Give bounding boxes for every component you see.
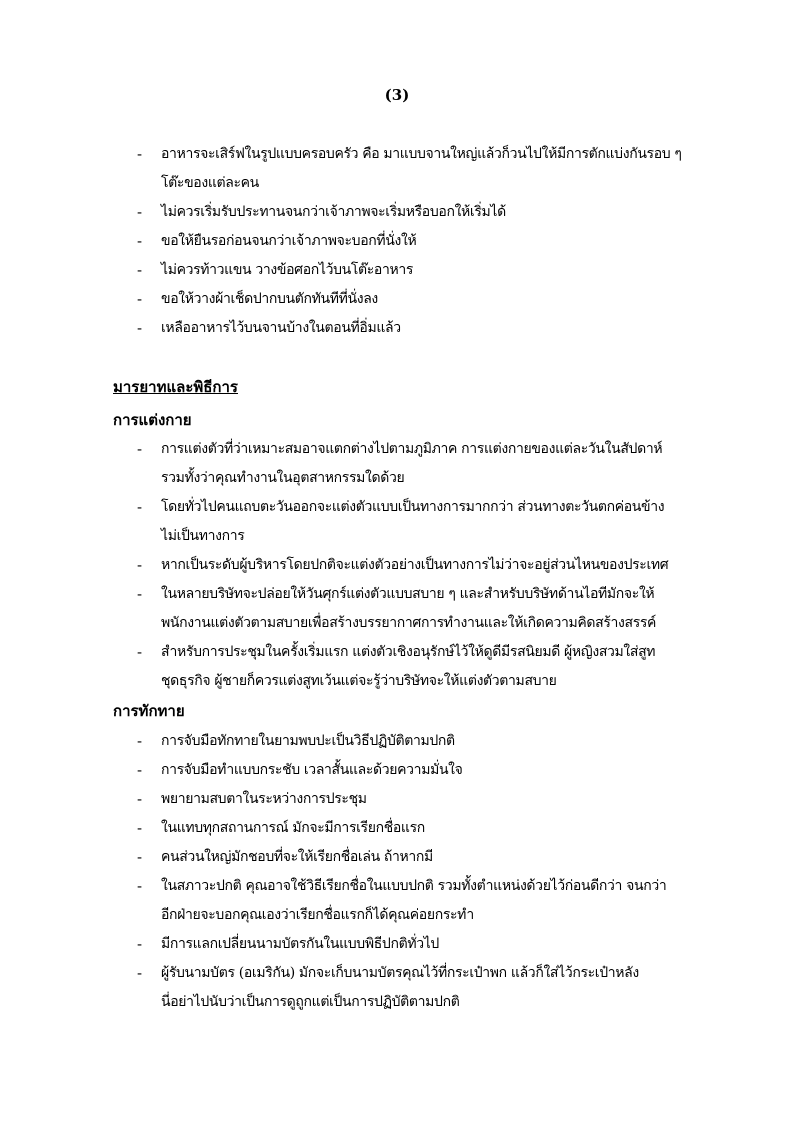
bullet-dash: - [137,877,143,895]
list-item-text: ขอให้ยืนรอก่อนจนกว่าเจ้าภาพจะบอกที่นั่งให้ [161,233,417,249]
bullet-dash: - [137,761,143,779]
bullet-dash: - [137,848,143,866]
list-item-text: อาหารจะเสิร์ฟในรูปแบบครอบครัว คือ มาแบบจานใหญ่แล้วก็วนไปให้มีการตักแบ่งกันรอบ ๆ [161,146,682,162]
list-item-text: เหลืออาหารไว้บนจานบ้างในตอนที่อิ่มแล้ว [161,320,401,336]
list-item-text: ในแทบทุกสถานการณ์ มักจะมีการเรียกชื่อแรก [161,820,425,836]
dress-heading: การแต่งกาย [113,411,192,429]
list-item-text: พนักงานแต่งตัวตามสบายเพื่อสร้างบรรยากาศการทำงานและให้เกิดความคิดสร้างสรรค์ [161,615,657,631]
bullet-dash: - [137,145,143,163]
bullet-dash: - [137,556,143,574]
bullet-dash: - [137,261,143,279]
list-item-text: ไม่เป็นทางการ [161,528,245,544]
list-item-text: ชุดธุรกิจ ผู้ชายก็ควรแต่งสูทเว้นแต่จะรู้ว่าบริษัทจะให้แต่งตัวตามสบาย [161,673,557,689]
bullet-dash: - [137,964,143,982]
bullet-dash: - [137,819,143,837]
bullet-dash: - [137,232,143,250]
list-item-text: การจับมือทำแบบกระชับ เวลาสั้นและด้วยความมั่นใจ [161,762,463,778]
page-number: (3) [384,86,410,104]
list-item-text: มีการแลกเปลี่ยนนามบัตรกันในแบบพิธีปกติทั่วไป [161,936,439,952]
list-item-text: ในหลายบริษัทจะปล่อยให้วันศุกร์แต่งตัวแบบสบาย ๆ และสำหรับบริษัทด้านไอทีมักจะให้ [161,586,655,602]
bullet-dash: - [137,203,143,221]
list-item-text: การแต่งตัวที่ว่าเหมาะสมอาจแตกต่างไปตามภูมิภาค การแต่งกายของแต่ละวันในสัปดาห์ [161,441,663,457]
list-item-text: โต๊ะของแต่ละคน [161,175,259,191]
bullet-dash: - [137,290,143,308]
bullet-dash: - [137,440,143,458]
list-item-text: อีกฝ่ายจะบอกคุณเองว่าเรียกชื่อแรกก็ได้คุณค่อยกระทำ [161,907,474,923]
list-item-text: คนส่วนใหญ่มักชอบที่จะให้เรียกชื่อเล่น ถ้าหากมี [161,849,433,865]
list-item-text: ไม่ควรเริ่มรับประทานจนกว่าเจ้าภาพจะเริ่มหรือบอกให้เริ่มได้ [161,204,506,220]
bullet-dash: - [137,498,143,516]
greeting-heading: การทักทาย [113,702,185,720]
section-title: มารยาทและพิธีการ [113,378,238,396]
list-item-text: การจับมือทักทายในยามพบปะเป็นวิธีปฏิบัติตามปกติ [161,733,455,749]
list-item-text: สำหรับการประชุมในครั้งเริ่มแรก แต่งตัวเชิงอนุรักษ์ไว้ให้ดูดีมีรสนิยมดี ผู้หญิงสวมใส่สูท [161,644,656,660]
list-item-text: ขอให้วางผ้าเช็ดปากบนตักทันทีที่นั่งลง [161,291,378,307]
list-item-text: ผู้รับนามบัตร (อเมริกัน) มักจะเก็บนามบัตรคุณไว้ที่กระเป๋าพก แล้วก็ใส่ไว้กระเป๋าหลัง [161,965,639,981]
list-item-text: นี่อย่าไปนับว่าเป็นการดูถูกแต่เป็นการปฏิบัติตามปกติ [161,994,460,1010]
list-item-text: ในสภาวะปกติ คุณอาจใช้วิธีเรียกชื่อในแบบปกติ รวมทั้งตำแหน่งด้วยไว้ก่อนดีกว่า จนกว่า [161,878,667,894]
list-item-text: รวมทั้งว่าคุณทำงานในอุตสาหกรรมใดด้วย [161,470,405,486]
bullet-dash: - [137,319,143,337]
bullet-dash: - [137,790,143,808]
list-item-text: พยายามสบตาในระหว่างการประชุม [161,791,367,807]
list-item-text: โดยทั่วไปคนแถบตะวันออกจะแต่งตัวแบบเป็นทางการมากกว่า ส่วนทางตะวันตกค่อนข้าง [161,499,665,515]
list-item-text: ไม่ควรท้าวแขน วางข้อศอกไว้บนโต๊ะอาหาร [161,262,414,278]
list-item-text: หากเป็นระดับผู้บริหารโดยปกติจะแต่งตัวอย่างเป็นทางการไม่ว่าจะอยู่ส่วนไหนของประเทศ [161,557,669,573]
bullet-dash: - [137,732,143,750]
bullet-dash: - [137,643,143,661]
bullet-dash: - [137,935,143,953]
bullet-dash: - [137,585,143,603]
